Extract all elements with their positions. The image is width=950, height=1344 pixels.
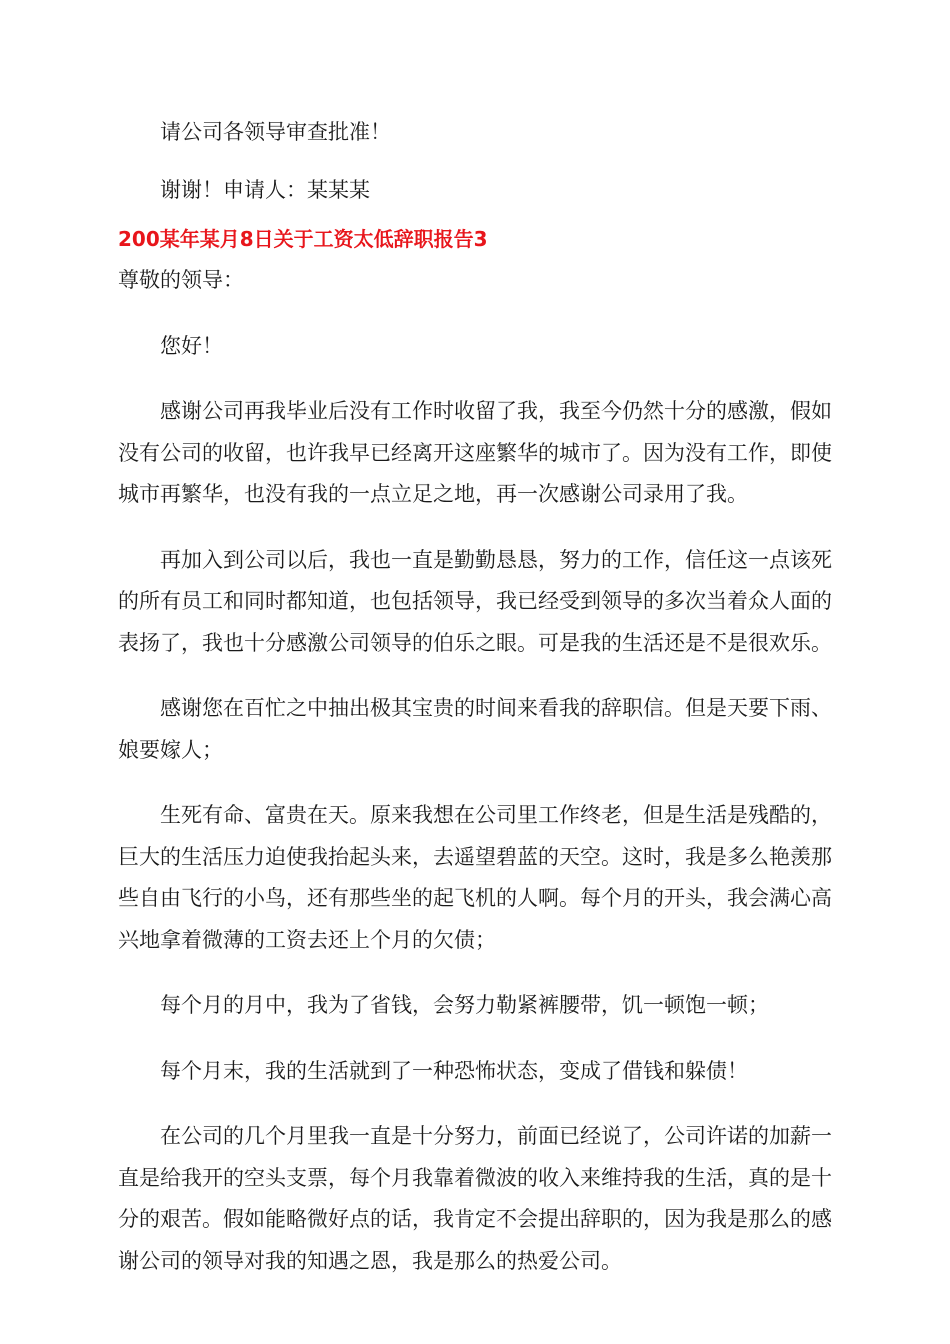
body-paragraph: 在公司的几个月里我一直是十分努力，前面已经说了，公司许诺的加薪一直是给我开的空头支票，每个月我靠着微波的收入来维持我的生活，真的是十分的艰苦。假如能略微好点的话，我肯定不会提出辞职的，因为我是那么的感谢公司的领导对我的知遇之恩，我是那么的热爱公司。 [118, 1124, 832, 1273]
document-body [118, 112, 832, 1282]
body-paragraph: 每个月末，我的生活就到了一种恐怖状态，变成了借钱和躲债！ [160, 1058, 748, 1083]
closing-request-line: 请公司各领导审查批准！ [160, 120, 391, 144]
body-paragraph: 生死有命、富贵在天。原来我想在公司里工作终老，但是生活是残酷的，巨大的生活压力迫使我抬起头来，去遥望碧蓝的天空。这时，我是多么艳羡那些自由飞行的小鸟，还有那些坐的起飞机的人啊。每个月的开头，我会满心高兴地拿着微薄的工资去还上个月的欠债； [118, 803, 832, 952]
body-paragraph: 感谢公司再我毕业后没有工作时收留了我，我至今仍然十分的感激，假如没有公司的收留，也许我早已经离开这座繁华的城市了。因为没有工作，即使城市再繁华，也没有我的一点立足之地，再一次感谢公司录用了我。 [118, 399, 832, 506]
greeting: 您好！ [160, 333, 223, 358]
closing-signature-line: 谢谢！申请人：某某某 [160, 177, 370, 202]
body-paragraph: 感谢您在百忙之中抽出极其宝贵的时间来看我的辞职信。但是天要下雨、娘要嫁人； [118, 696, 832, 762]
body-paragraph: 再加入到公司以后，我也一直是勤勤恳恳，努力的工作，信任这一点该死的所有员工和同时都知道，也包括领导，我已经受到领导的多次当着众人面的表扬了，我也十分感激公司领导的伯乐之眼。可是我的生活还是不是很欢乐。 [118, 547, 832, 655]
body-paragraph: 每个月的月中，我为了省钱，会努力勒紧裤腰带，饥一顿饱一顿； [160, 993, 769, 1017]
salutation: 尊敬的领导： [118, 268, 244, 292]
section-heading: 200某年某月8日关于工资太低辞职报告3 [118, 227, 488, 251]
